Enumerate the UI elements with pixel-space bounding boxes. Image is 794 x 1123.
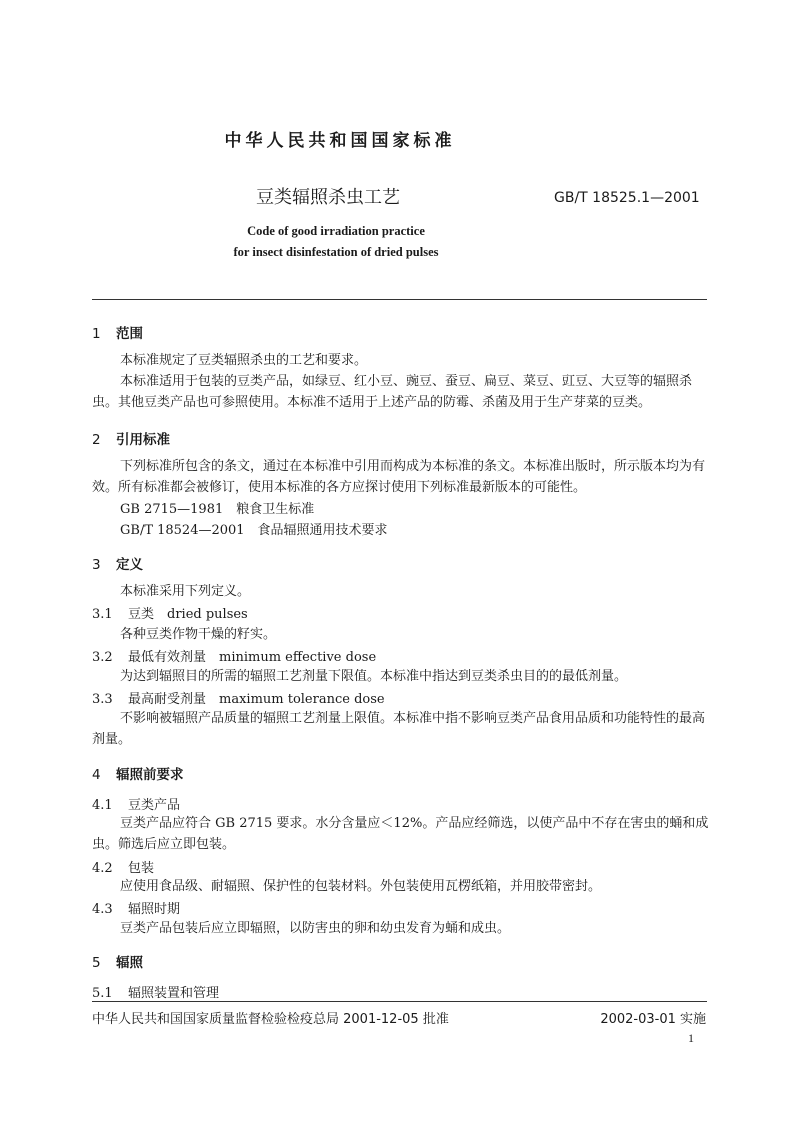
definition-3-1-heading [92,603,248,622]
clause-title: 最低有效剂量 minimum effective dose [128,650,377,665]
definition-3-3-text: 不影响被辐照产品质量的辐照工艺剂量上限值。本标准中指不影响豆类产品食用品质和功能特性的最高剂量。 [92,711,706,747]
section-title: 辐照 [116,955,143,971]
english-title-line-1: Code of good irradiation practice [247,224,425,238]
clause-4-3-heading [92,898,180,917]
definition-3-3-heading [92,688,385,707]
clause-title: 包装 [128,861,155,876]
clause-title: 豆类 dried pulses [128,607,248,622]
reference-gb2715: GB 2715—1981 粮食卫生标准 [120,502,315,517]
effective-date: 2002-03-01 实施 [600,1012,706,1027]
section-number: 5 [92,955,101,971]
definition-3-1-text: 各种豆类作物干燥的籽实。 [120,627,277,642]
clause-title: 最高耐受剂量 maximum tolerance dose [128,692,385,707]
clause-4-2-heading [92,857,154,876]
document-title: 豆类辐照杀虫工艺 [256,187,400,208]
section-number: 4 [92,767,101,783]
clause-number: 4.3 [92,902,113,917]
clause-title: 豆类产品 [128,798,181,813]
section-title: 定义 [116,557,143,573]
clause-4-2-text: 应使用食品级、耐辐照、保护性的包装材料。外包装使用瓦楞纸箱，并用胶带密封。 [120,879,602,894]
clause-4-1-text: 豆类产品应符合 GB 2715 要求。水分含量应＜12%。产品应经筛选，以使产品中不存在害虫的蛹和成虫。筛选后应立即包装。 [92,816,709,852]
clause-title: 辐照时期 [128,902,181,917]
section-1-heading [92,322,143,342]
section-2-heading [92,428,170,448]
clause-4-3-text: 豆类产品包装后应立即辐照，以防害虫的卵和幼虫发育为蛹和成虫。 [120,921,511,936]
section-title: 辐照前要求 [116,767,184,783]
national-standard-header: 中华人民共和国国家标准 [224,131,456,151]
clause-number: 3.3 [92,692,113,707]
section-number: 1 [92,326,101,342]
section-5-heading [92,951,143,971]
clause-number: 3.2 [92,650,113,665]
page-number: 1 [688,1031,694,1045]
section-1-paragraph-2: 本标准适用于包装的豆类产品，如绿豆、红小豆、豌豆、蚕豆、扁豆、菜豆、豇豆、大豆等的辐照杀虫。其他豆类产品也可参照使用。本标准不适用于上述产品的防霉、杀菌及用于生产芽菜的豆类。 [92,374,693,410]
clause-number: 5.1 [92,986,113,1001]
section-title: 引用标准 [116,432,170,448]
section-2-paragraph-1: 下列标准所包含的条文，通过在本标准中引用而构成为本标准的条文。本标准出版时，所示版本均为有效。所有标准都会被修订，使用本标准的各方应探讨使用下列标准最新版本的可能性。 [92,459,706,495]
section-number: 2 [92,432,101,448]
clause-4-1-heading [92,794,180,813]
reference-gbt18524: GB/T 18524—2001 食品辐照通用技术要求 [120,523,388,538]
section-3-heading [92,553,143,573]
definition-3-2-heading [92,646,376,665]
approval-statement: 中华人民共和国国家质量监督检验检疫总局 2001-12-05 批准 [92,1012,449,1027]
section-1-paragraph-1: 本标准规定了豆类辐照杀虫的工艺和要求。 [120,353,368,368]
section-number: 3 [92,557,101,573]
definition-3-2-text: 为达到辐照目的所需的辐照工艺剂量下限值。本标准中指达到豆类杀虫目的的最低剂量。 [120,669,628,684]
english-title-line-2: for insect disinfestation of dried pulses [233,245,439,259]
standard-number: GB/T 18525.1—2001 [554,190,700,206]
clause-number: 4.1 [92,798,113,813]
section-3-paragraph-1: 本标准采用下列定义。 [120,584,251,599]
footer-divider [92,1001,707,1002]
section-4-heading [92,763,184,783]
clause-number: 4.2 [92,861,113,876]
clause-number: 3.1 [92,607,113,622]
clause-5-1-heading [92,982,219,1001]
header-divider [92,299,707,300]
section-title: 范围 [116,326,143,342]
clause-title: 辐照装置和管理 [128,986,220,1001]
